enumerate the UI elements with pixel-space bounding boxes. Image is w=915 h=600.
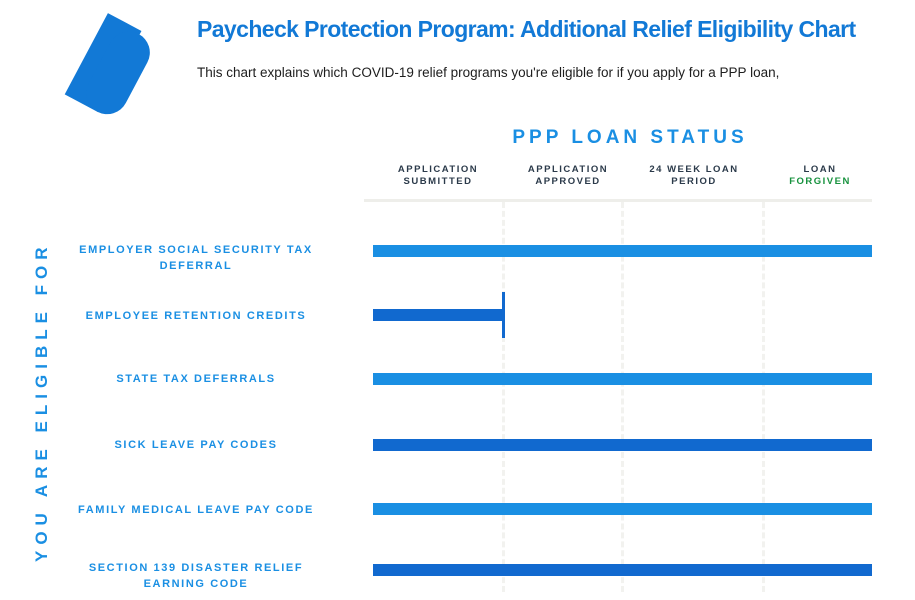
side-label: YOU ARE ELIGIBLE FOR xyxy=(32,241,51,562)
stage-header-line: APPLICATION xyxy=(397,164,479,175)
stage-header-application-approved xyxy=(503,164,633,188)
eligibility-end-marker xyxy=(502,292,505,338)
eligibility-bar xyxy=(373,373,872,385)
stage-divider xyxy=(762,202,765,592)
chart-title: PPP LOAN STATUS xyxy=(512,127,748,148)
program-label: FAMILY MEDICAL LEAVE PAY CODE xyxy=(78,504,314,516)
page-subtitle: This chart explains which COVID-19 relief programs you're eligible for if you apply for a PPP loan, xyxy=(197,65,780,80)
stage-header-line: 24 WEEK LOAN xyxy=(649,164,739,175)
timeline-baseline xyxy=(364,199,872,202)
stage-header-line: FORGIVEN xyxy=(789,176,851,187)
stage-header-line: PERIOD xyxy=(671,176,717,187)
eligibility-bar xyxy=(373,564,872,576)
program-label: STATE TAX DEFERRALS xyxy=(116,373,276,385)
page-title: Paycheck Protection Program: Additional Relief Eligibility Chart xyxy=(197,16,856,42)
program-label: EMPLOYEE RETENTION CREDITS xyxy=(85,310,307,322)
stage-header-24-week-loan-period xyxy=(629,164,759,188)
stage-header-line: SUBMITTED xyxy=(403,176,473,187)
stage-divider xyxy=(621,202,624,592)
stage-header-application-submitted xyxy=(373,164,503,188)
stage-header-line: APPLICATION xyxy=(527,164,609,175)
stage-header-line: LOAN xyxy=(803,164,837,175)
stage-divider xyxy=(502,202,505,592)
stage-header-loan-forgiven xyxy=(755,164,885,188)
program-label: SECTION 139 DISASTER RELIEF EARNING CODE xyxy=(88,562,304,590)
program-label: SICK LEAVE PAY CODES xyxy=(114,439,278,451)
brand-logo xyxy=(40,4,175,126)
eligibility-bar xyxy=(373,309,503,321)
eligibility-bar xyxy=(373,503,872,515)
program-label: EMPLOYER SOCIAL SECURITY TAX DEFERRAL xyxy=(79,244,313,272)
stage-header-line: APPROVED xyxy=(535,176,601,187)
eligibility-bar xyxy=(373,245,872,257)
eligibility-bar xyxy=(373,439,872,451)
